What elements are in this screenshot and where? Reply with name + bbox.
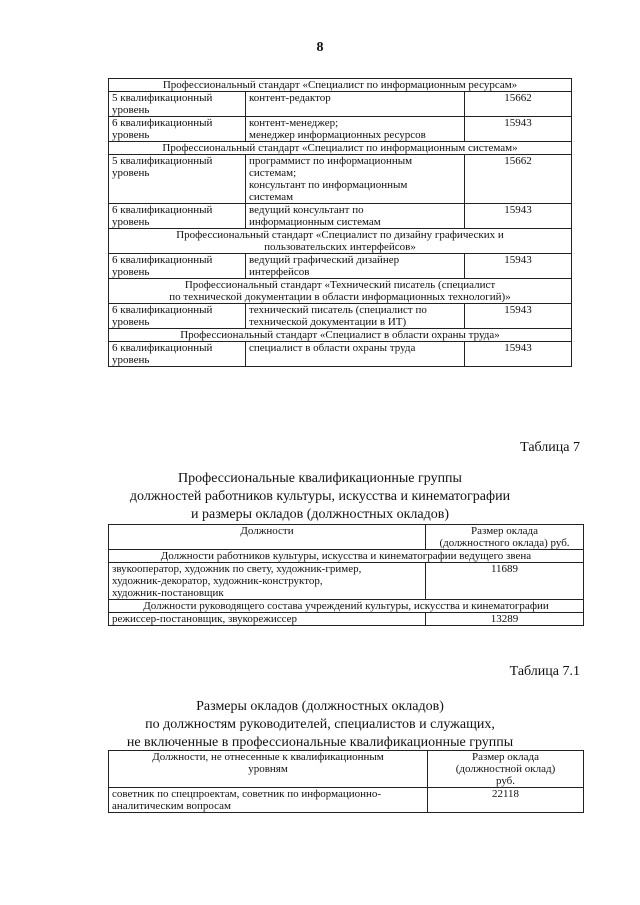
qualification-level: 6 квалификационный уровень	[109, 304, 246, 329]
salary-table-7-1	[108, 750, 584, 813]
position-name: ведущий консультант по информационным системам	[246, 204, 465, 229]
salary-value: 15662	[465, 155, 572, 204]
table-7-1-label: Таблица 7.1	[509, 664, 580, 679]
position-name: технический писатель (специалист по технической документации в ИТ)	[246, 304, 465, 329]
section-row	[109, 329, 572, 342]
salary-value: 15662	[465, 92, 572, 117]
salary-value: 15943	[465, 342, 572, 367]
salary-table-7	[108, 524, 584, 626]
header-positions: Должности, не отнесенные к квалификационным уровням	[109, 751, 428, 788]
table-7-1-title: Размеры окладов (должностных окладов) по должностям руководителей, специалистов и служащих, не включенные в профессиональные квалификационные группы	[126, 699, 514, 750]
position-name: контент-менеджер; менеджер информационных ресурсов	[246, 117, 465, 142]
table-row	[109, 613, 584, 626]
header-positions: Должности	[109, 525, 426, 550]
section-title: Профессиональный стандарт «Специалист по информационным системам»	[109, 142, 572, 155]
qualification-level: 5 квалификационный уровень	[109, 155, 246, 204]
section-row	[109, 229, 572, 254]
position-name: звукооператор, художник по свету, художник-гример, художник-декоратор, художник-конструктор, художник-постановщик	[109, 563, 426, 600]
section-row	[109, 279, 572, 304]
position-name: ведущий графический дизайнер интерфейсов	[246, 254, 465, 279]
qualification-level: 6 квалификационный уровень	[109, 254, 246, 279]
section-title: Должности работников культуры, искусства и кинематографии ведущего звена	[109, 550, 584, 563]
table-row	[109, 304, 572, 329]
section-title: Профессиональный стандарт «Специалист по дизайну графических и пользовательских интерфейсов»	[109, 229, 572, 254]
table-row	[109, 155, 572, 204]
table-row	[109, 92, 572, 117]
qualification-level: 6 квалификационный уровень	[109, 342, 246, 367]
table-7-label: Таблица 7	[520, 440, 580, 455]
qualification-level: 6 квалификационный уровень	[109, 117, 246, 142]
table-row	[109, 204, 572, 229]
section-title: Профессиональный стандарт «Специалист в области охраны труда»	[109, 329, 572, 342]
table-header-row	[109, 525, 584, 550]
salary-value: 15943	[465, 304, 572, 329]
header-salary: Размер оклада (должностного оклада) руб.	[426, 525, 584, 550]
header-salary: Размер оклада (должностной оклад) руб.	[428, 751, 584, 788]
salary-table-6	[108, 78, 572, 367]
section-row	[109, 142, 572, 155]
salary-value: 15943	[465, 204, 572, 229]
position-name: режиссер-постановщик, звукорежиссер	[109, 613, 426, 626]
section-title: Профессиональный стандарт «Специалист по информационным ресурсам»	[109, 79, 572, 92]
table-row	[109, 254, 572, 279]
table-row	[109, 563, 584, 600]
qualification-level: 5 квалификационный уровень	[109, 92, 246, 117]
qualification-level: 6 квалификационный уровень	[109, 204, 246, 229]
salary-value: 11689	[426, 563, 584, 600]
table-row	[109, 342, 572, 367]
table-header-row	[109, 751, 584, 788]
position-name: контент-редактор	[246, 92, 465, 117]
salary-value: 13289	[426, 613, 584, 626]
position-name: специалист в области охраны труда	[246, 342, 465, 367]
table-row	[109, 117, 572, 142]
section-title: Профессиональный стандарт «Технический писатель (специалист по технической документации в области информационных технологий)»	[109, 279, 572, 304]
salary-value: 15943	[465, 117, 572, 142]
page-number: 8	[316, 40, 324, 55]
position-name: программист по информационным системам; консультант по информационным системам	[246, 155, 465, 204]
section-row	[109, 550, 584, 563]
salary-value: 15943	[465, 254, 572, 279]
position-name: советник по спецпроектам, советник по информационно- аналитическим вопросам	[109, 788, 428, 813]
table-7-title: Профессиональные квалификационные группы должностей работников культуры, искусства и кинематографии и размеры окладов (должностных окладов)	[129, 471, 511, 522]
table-row	[109, 788, 584, 813]
salary-value: 22118	[428, 788, 584, 813]
section-row	[109, 79, 572, 92]
section-title: Должности руководящего состава учреждений культуры, искусства и кинематографии	[109, 600, 584, 613]
section-row	[109, 600, 584, 613]
